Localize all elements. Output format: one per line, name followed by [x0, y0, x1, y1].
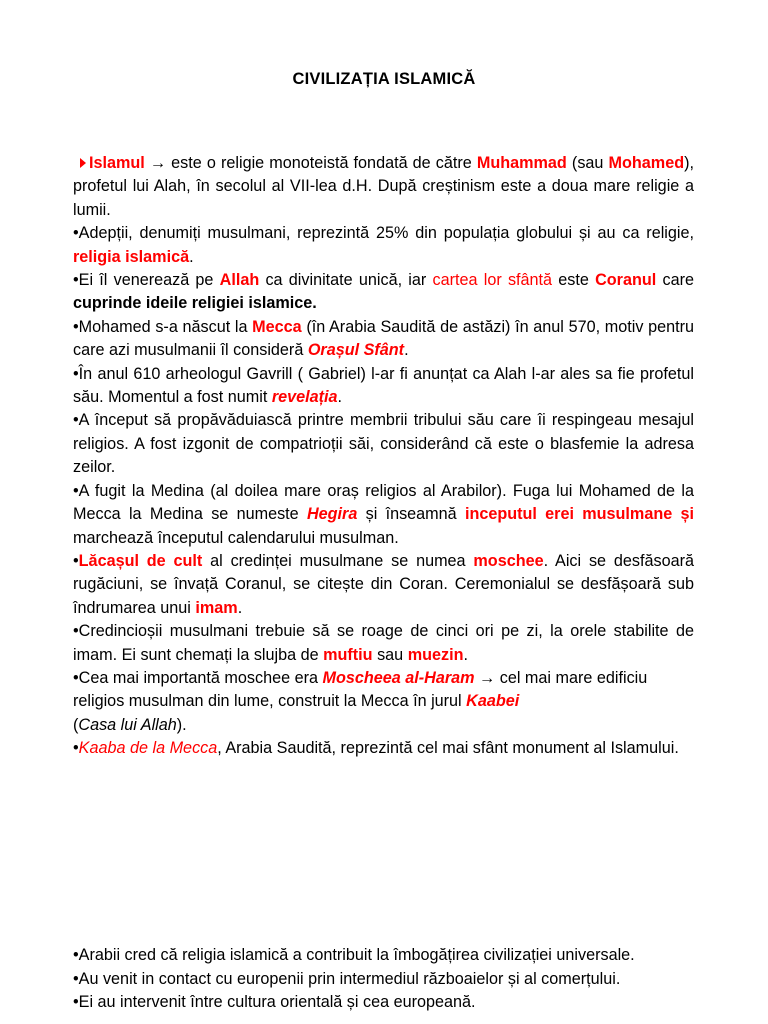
- text-run: .: [337, 388, 343, 407]
- text-run: •Cea mai importantă moschee era: [73, 668, 323, 687]
- paragraph-revelatia: [73, 363, 694, 410]
- text-run: este: [552, 271, 596, 290]
- text-run: •: [73, 739, 79, 758]
- term-mohamed: Mohamed: [608, 154, 685, 172]
- text-run: •Adepții, denumiți musulmani, reprezintă 25% din populația globului și au ca religie,: [73, 224, 694, 243]
- term-kaaba-de-la-mecca: Kaaba de la Mecca: [78, 739, 218, 758]
- footer-line: •Arabii cred că religia islamică a contribuit la îmbogățirea civilizației universale.: [73, 946, 635, 964]
- text-run: •: [73, 551, 79, 570]
- paragraph-al-haram: [73, 667, 694, 737]
- document-title: CIVILIZAȚIA ISLAMICĂ: [292, 70, 476, 88]
- text-run: .: [237, 598, 243, 617]
- text-run: → este o religie monoteistă fondată de către: [144, 154, 477, 172]
- paragraph-mecca: [73, 316, 694, 363]
- term-muezin: muezin: [407, 645, 464, 664]
- paragraph-allah: [73, 269, 694, 316]
- term-cartea-sfanta: cartea lor sfântă: [432, 271, 553, 290]
- term-imam: imam: [195, 598, 238, 617]
- text-run: și înseamnă: [357, 505, 465, 524]
- paragraph-adepti: [73, 222, 694, 269]
- paragraph-moschee: [73, 550, 694, 620]
- text-run: •A început să propăvăduiască printre membrii tribului său care îi respingeau mesajul religios. A fost izgonit de compatrioții săi, considerând că este o blasfemie la adresa zeilor.: [73, 411, 694, 477]
- term-moschee: moschee: [473, 551, 544, 570]
- text-run: sau: [372, 645, 408, 664]
- paragraph-kaaba: [73, 737, 694, 760]
- paragraph-rugaciune: [73, 620, 694, 667]
- text-run: .: [404, 341, 409, 360]
- term-inceputul-erei: inceputul erei musulmane și: [464, 505, 694, 524]
- term-mecca: Mecca: [252, 317, 302, 336]
- footer-line: •Au venit in contact cu europenii prin intermediul războaielor și al comerțului.: [73, 969, 621, 988]
- text-run: care: [656, 271, 694, 290]
- text-run: , Arabia Saudită, reprezintă cel mai sfânt monument al Islamului.: [217, 739, 679, 758]
- text-run: (sau: [566, 154, 609, 172]
- text-run: •Mohamed s-a născut la: [73, 317, 253, 336]
- paragraph-hegira: [73, 480, 694, 550]
- text-run: •În anul 610 arheologul Gavrill ( Gabriel) l-ar fi anunțat ca Alah l-ar ales sa fie profetul său. Momentul a fost numit: [73, 364, 694, 407]
- text-run: •A fugit la Medina (al doilea mare oraș religios al Arabilor). Fuga lui Mohamed de la Mecca la Medina se numeste: [73, 481, 694, 524]
- term-islamul: Islamul: [89, 154, 145, 172]
- text-run: . Aici se desfăsoară rugăciuni, se învață Coranul, se citește din Coran. Ceremonialul se desfășoară sub îndrumarea unui: [73, 551, 694, 617]
- paragraph-propovaduire: [73, 409, 694, 479]
- term-muhammad: Muhammad: [476, 154, 567, 172]
- term-muftiu: muftiu: [323, 645, 373, 664]
- term-allah: Allah: [219, 271, 260, 290]
- term-coranul: Coranul: [595, 271, 657, 290]
- term-revelatia: revelația: [271, 388, 338, 407]
- text-run: .: [463, 645, 468, 664]
- term-orasul-sfant: Orașul Sfânt: [307, 341, 405, 360]
- term-moscheea-al-haram: Moscheea al-Haram: [322, 668, 475, 687]
- term-religia-islamica: religia islamică: [73, 247, 190, 266]
- term-ideile-religiei: cuprinde ideile religiei islamice.: [73, 294, 317, 313]
- text-run: (: [73, 715, 79, 734]
- document-body: [73, 152, 694, 761]
- footer-line: •Ei au intervenit între cultura orientală și cea europeană.: [73, 993, 476, 1012]
- text-run: marchează începutul calendarului musulman.: [73, 528, 399, 547]
- text-run: •Ei îl venerează pe: [73, 271, 220, 290]
- text-run: ).: [176, 715, 187, 734]
- document-footer: [73, 944, 694, 1015]
- term-hegira: Hegira: [306, 505, 358, 524]
- term-lacasul-de-cult: Lăcașul de cult: [78, 551, 203, 570]
- text-run: (în Arabia Saudită de astăzi) în anul 570, motiv pentru care azi musulmanii îl consideră: [73, 317, 695, 360]
- text-run: al credinței musulmane se numea: [202, 551, 474, 570]
- text-run: → cel mai mare edificiu religios musulman din lume, construit la Mecca în jurul: [73, 668, 648, 711]
- text-run: ), profetul lui Alah, în secolul al VII-lea d.H. După creștinism este a doua mare religie a lumii.: [73, 154, 694, 219]
- text-run: ca divinitate unică, iar: [259, 271, 433, 290]
- triangle-right-icon: [80, 158, 86, 168]
- text-run: .: [189, 247, 194, 266]
- term-kaabei: Kaabei: [466, 692, 520, 711]
- text-run: •Credincioșii musulmani trebuie să se roage de cinci ori pe zi, la orele stabilite de imam. Ei sunt chemați la slujba de: [73, 622, 694, 664]
- term-casa-lui-allah: Casa lui Allah: [78, 715, 177, 734]
- paragraph-islam-intro: [73, 152, 694, 222]
